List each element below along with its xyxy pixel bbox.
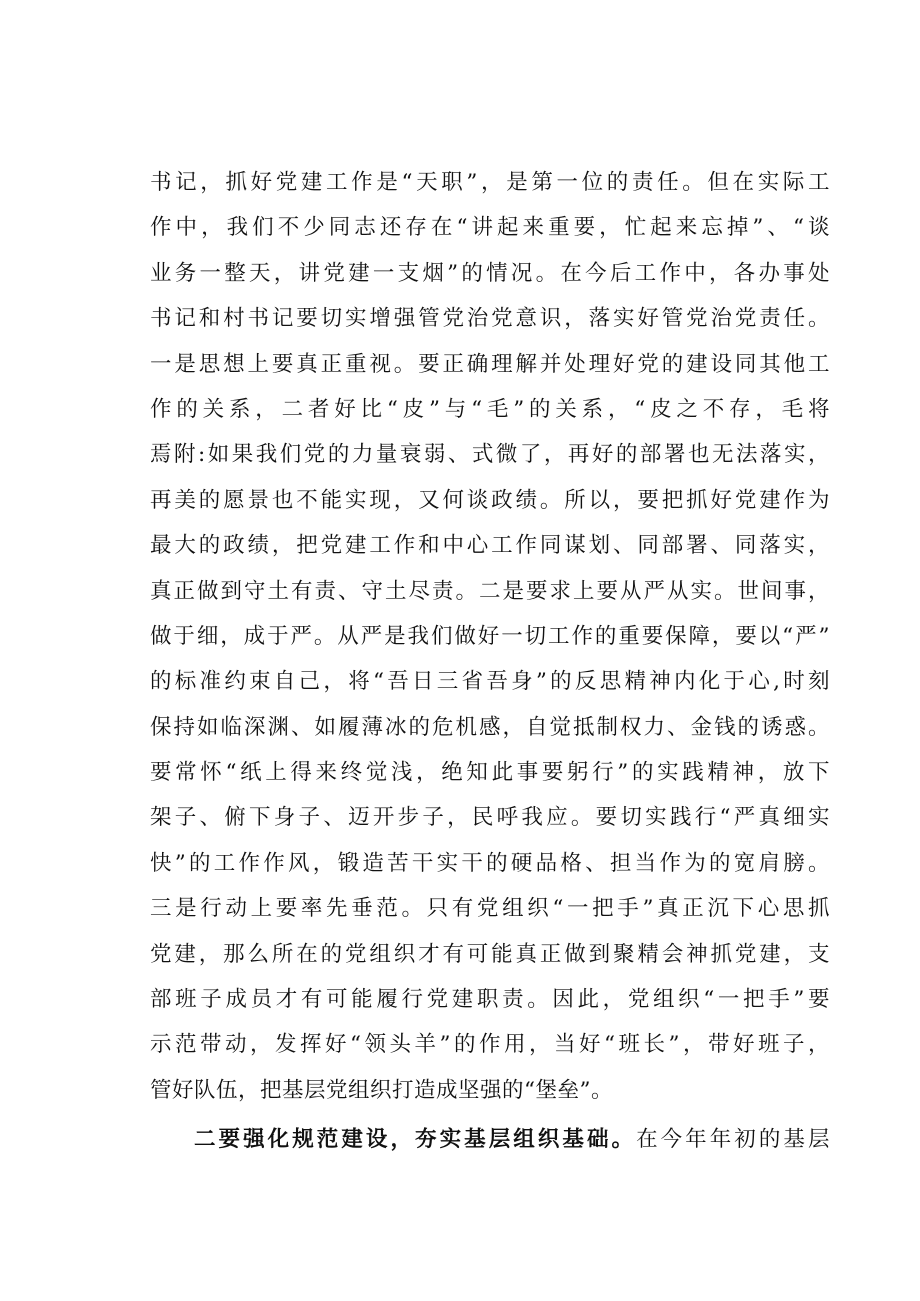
text-line: 再美的愿景也不能实现，又何谈政绩。所以，要把抓好党建作为 (150, 487, 830, 513)
text-line: 作的关系，二者好比“皮”与“毛”的关系，“皮之不存，毛将 (150, 396, 830, 422)
text-line: 党建，那么所在的党组织才有可能真正做到聚精会神抓党建，支 (150, 941, 830, 967)
text-line: 保持如临深渊、如履薄冰的危机感，自觉抵制权力、金钱的诱惑。 (150, 714, 830, 740)
text-line: 作中，我们不少同志还存在“讲起来重要，忙起来忘掉”、“谈 (150, 215, 830, 241)
section-heading-line (150, 1117, 830, 1162)
text-line: 的标准约束自己，将“吾日三省吾身”的反思精神内化于心,时刻 (150, 669, 830, 695)
text-line: 书记和村书记要切实增强管党治党意识，落实好管党治党责任。 (150, 306, 830, 332)
text-line: 示范带动，发挥好“领头羊”的作用，当好“班长”，带好班子， (150, 1032, 830, 1058)
text-line: 最大的政绩，把党建工作和中心工作同谋划、同部署、同落实， (150, 533, 830, 559)
text-line: 快”的工作作风，锻造苦干实干的硬品格、担当作为的宽肩膀。 (150, 850, 830, 876)
text-line: 业务一整天，讲党建一支烟”的情况。在今后工作中，各办事处 (150, 260, 830, 286)
text-line: 书记，抓好党建工作是“天职”，是第一位的责任。但在实际工 (150, 170, 830, 195)
section-heading-continuation: 在今年年初的基层 (636, 1127, 830, 1153)
text-line: 管好队伍，把基层党组织打造成坚强的“堡垒”。 (150, 1077, 613, 1103)
text-line: 三是行动上要率先垂范。只有党组织“一把手”真正沉下心思抓 (150, 896, 830, 922)
section-heading: 二要强化规范建设，夯实基层组织基础。 (194, 1127, 637, 1153)
text-line: 要常怀“纸上得来终觉浅，绝知此事要躬行”的实践精神，放下 (150, 760, 830, 786)
text-line: 一是思想上要真正重视。要正确理解并处理好党的建设同其他工 (150, 351, 830, 377)
body-text (150, 160, 830, 1163)
text-line: 部班子成员才有可能履行党建职责。因此，党组织“一把手”要 (150, 987, 830, 1013)
text-line: 做于细，成于严。从严是我们做好一切工作的重要保障，要以“严” (150, 623, 830, 649)
text-line: 架子、俯下身子、迈开步子，民呼我应。要切实践行“严真细实 (150, 805, 830, 831)
text-line: 真正做到守土有责、守土尽责。二是要求上要从严从实。世间事， (150, 578, 830, 604)
text-line: 焉附:如果我们党的力量衰弱、式微了，再好的部署也无法落实， (150, 442, 830, 468)
